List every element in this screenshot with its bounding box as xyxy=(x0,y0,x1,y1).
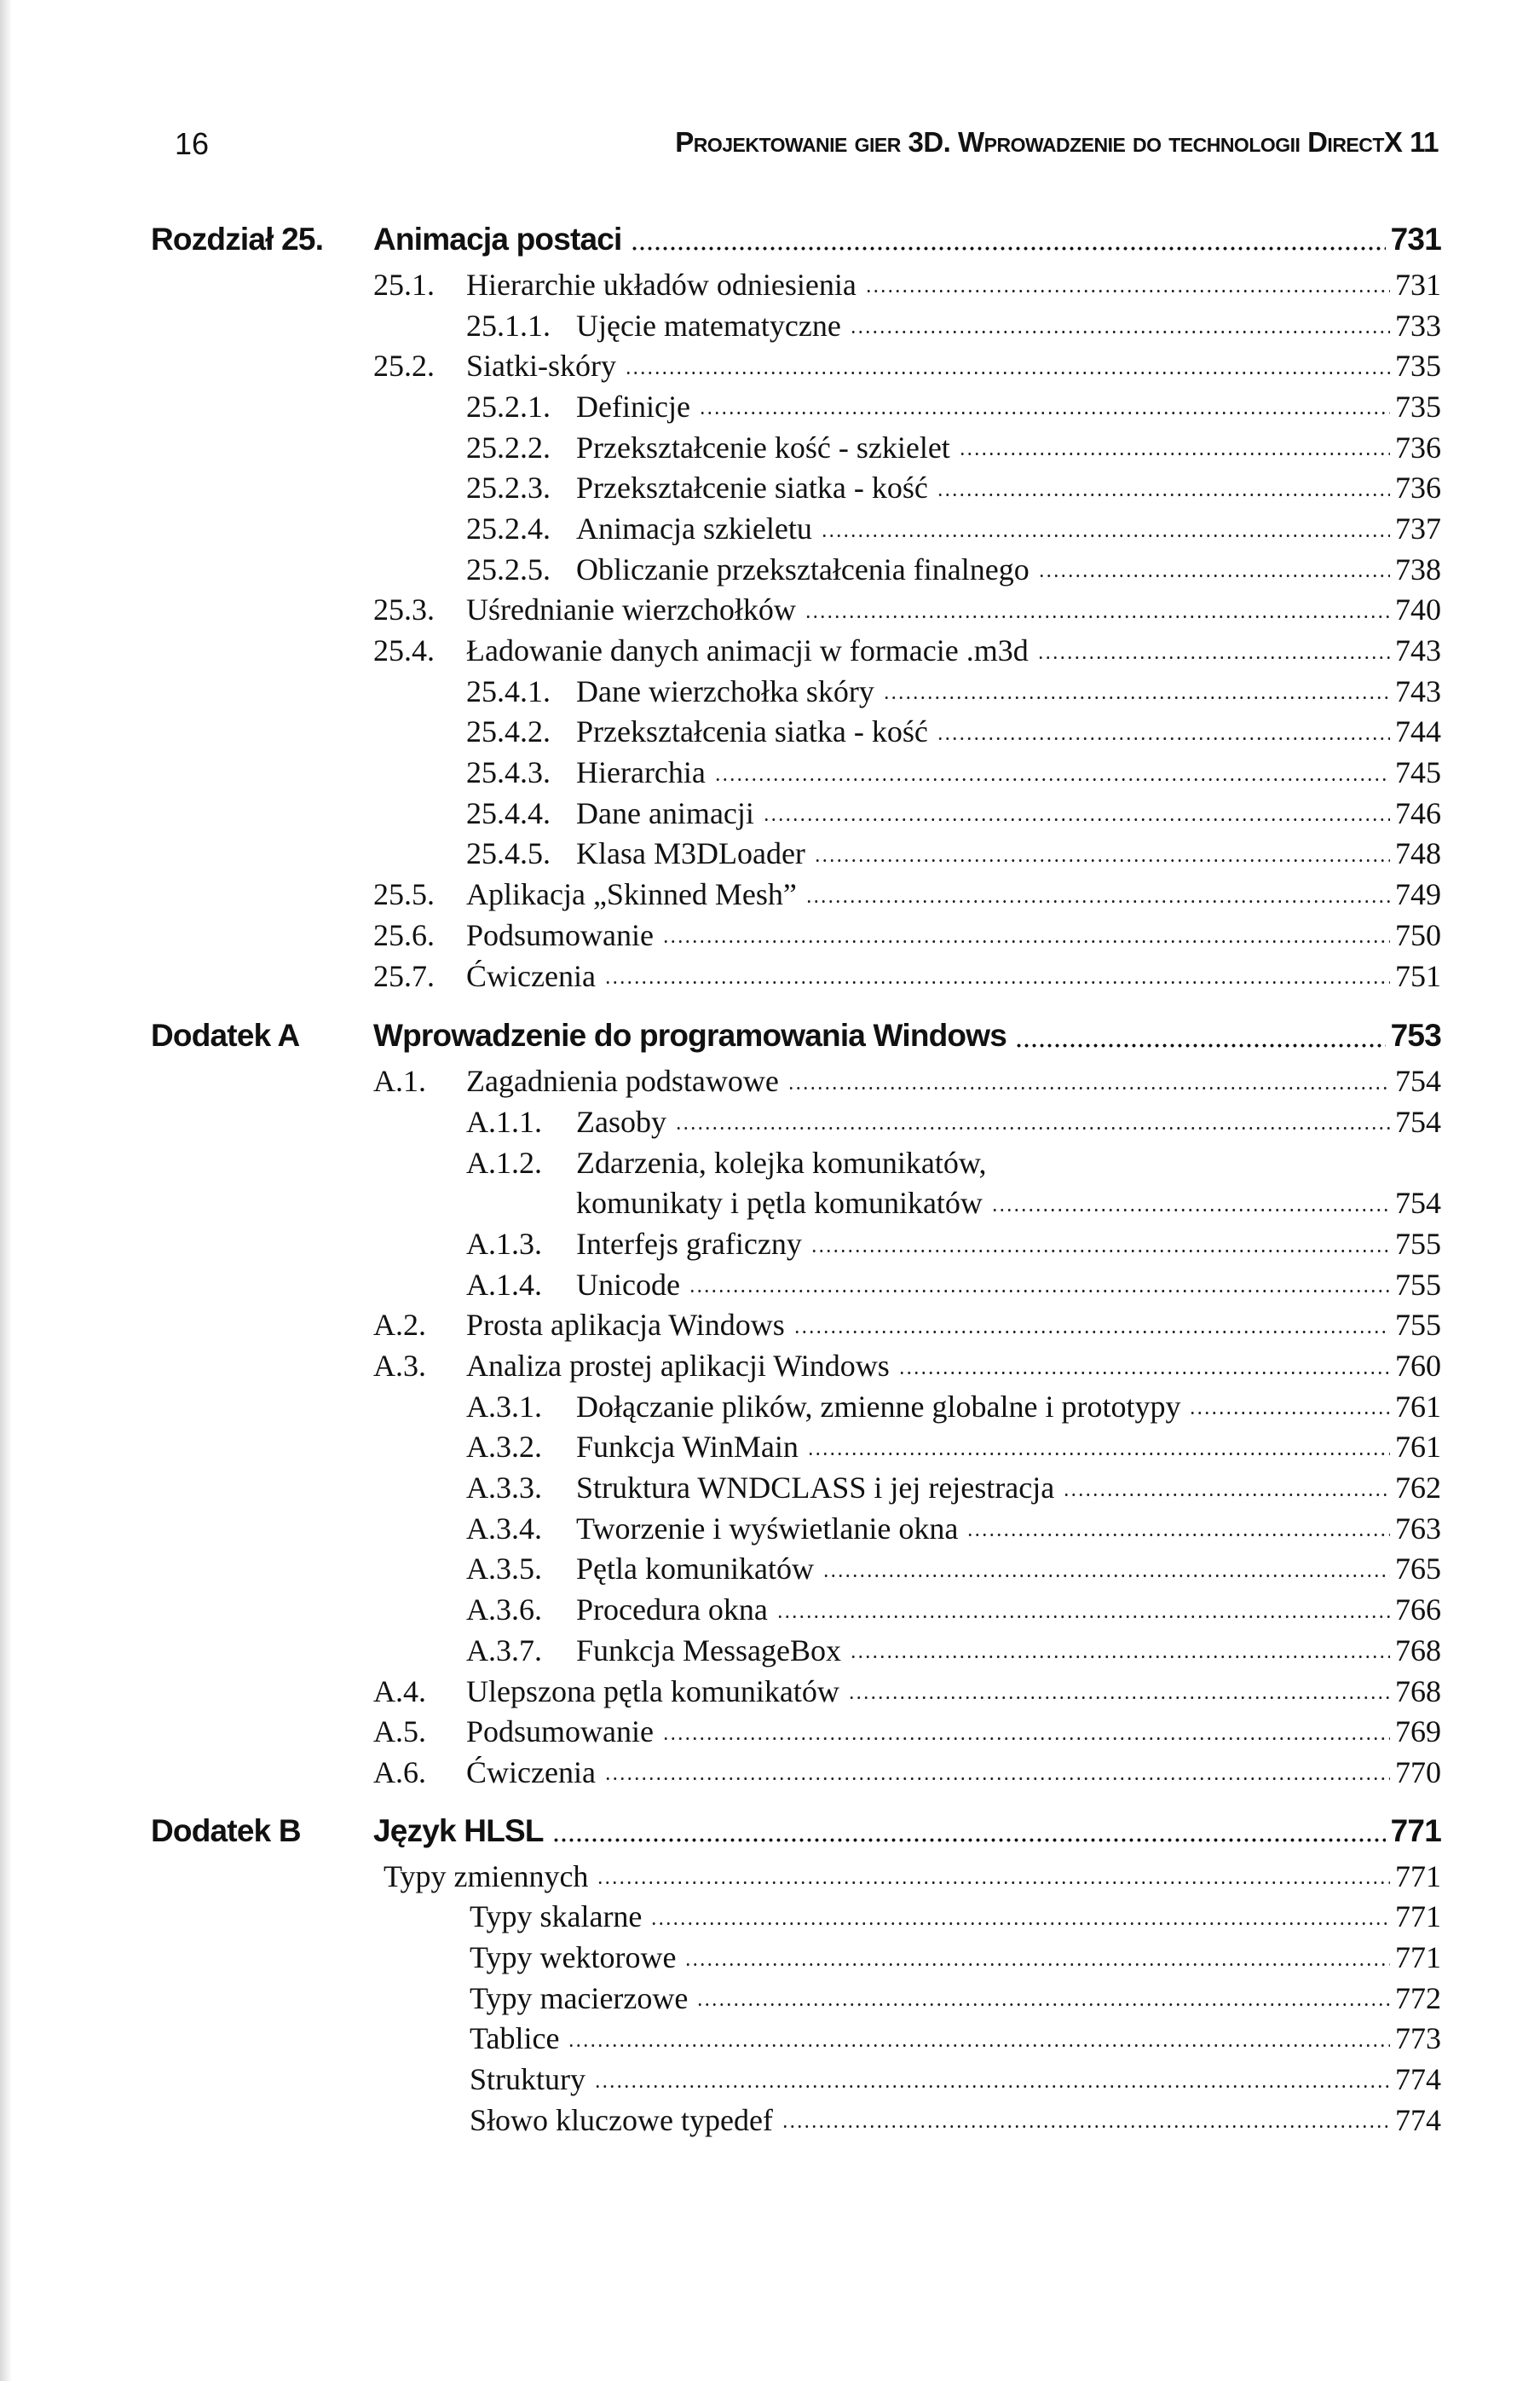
dot-leader xyxy=(865,264,1390,305)
entry-number: A.6. xyxy=(373,1754,426,1789)
entry-page: 735 xyxy=(1395,389,1441,424)
dot-leader xyxy=(1063,1467,1390,1508)
entry-number: 25.2.2. xyxy=(466,430,551,465)
dot-leader xyxy=(568,2019,1390,2060)
chapter-label: Dodatek B xyxy=(151,1812,301,1848)
entry-page: 749 xyxy=(1395,877,1441,912)
entry-page: 751 xyxy=(1395,958,1441,993)
entry-page: 744 xyxy=(1395,714,1441,749)
toc-entry xyxy=(151,1711,1441,1752)
chapter-title: Język HLSL xyxy=(373,1812,544,1848)
entry-number: 25.5. xyxy=(373,877,435,912)
entry-number: 25.4.2. xyxy=(466,714,551,749)
dot-leader xyxy=(675,1101,1390,1142)
entry-title: Podsumowanie xyxy=(466,917,654,952)
dot-leader xyxy=(805,874,1390,915)
entry-page: 771 xyxy=(1395,1858,1441,1893)
entry-page: 748 xyxy=(1395,836,1441,871)
entry-title: Dane wierzchołka skóry xyxy=(576,673,874,708)
entry-number: A.3.4. xyxy=(466,1511,542,1546)
entry-number: 25.2.5. xyxy=(466,552,551,587)
dot-leader xyxy=(814,834,1390,875)
toc-entry xyxy=(151,467,1441,508)
toc-entry xyxy=(151,427,1441,468)
entry-page: 771 xyxy=(1395,1939,1441,1974)
toc-entry xyxy=(151,712,1441,753)
entry-page: 774 xyxy=(1395,2102,1441,2137)
entry-number: A.3.1. xyxy=(466,1389,542,1424)
entry-number: 25.4.3. xyxy=(466,755,551,790)
entry-number: A.1.2. xyxy=(466,1145,542,1180)
entry-number: 25.2.1. xyxy=(466,389,551,424)
toc-entry xyxy=(151,1264,1441,1305)
toc-entry xyxy=(151,1630,1441,1671)
entry-page: 765 xyxy=(1395,1552,1441,1586)
entry-title: Typy macierzowe xyxy=(470,1980,689,2015)
entry-page: 773 xyxy=(1395,2021,1441,2056)
entry-title: Ujęcie matematyczne xyxy=(576,308,841,343)
dot-leader xyxy=(1038,549,1390,590)
toc-entry xyxy=(151,1589,1441,1630)
dot-leader xyxy=(689,1264,1390,1305)
dot-leader xyxy=(604,1752,1390,1793)
entry-number: A.1.3. xyxy=(466,1226,542,1261)
entry-number: A.3.2. xyxy=(466,1430,542,1465)
toc-entry xyxy=(151,2100,1441,2141)
chapter-page: 753 xyxy=(1390,1018,1441,1054)
entry-title: Prosta aplikacja Windows xyxy=(466,1308,785,1343)
entry-title: Typy skalarne xyxy=(470,1899,643,1934)
entry-number: 25.2.3. xyxy=(466,471,551,506)
entry-page: 735 xyxy=(1395,349,1441,384)
toc-entry xyxy=(151,752,1441,793)
entry-page: 731 xyxy=(1395,267,1441,302)
entry-number: 25.4.4. xyxy=(466,795,551,830)
dot-leader xyxy=(594,2059,1390,2100)
entry-page: 736 xyxy=(1395,471,1441,506)
entry-title: Przekształcenie kość - szkielet xyxy=(576,430,950,465)
entry-number: 25.1. xyxy=(373,267,435,302)
entry-page: 733 xyxy=(1395,308,1441,343)
chapter-page: 731 xyxy=(1390,222,1441,257)
dot-leader xyxy=(776,1589,1390,1630)
toc-entry xyxy=(151,630,1441,671)
toc-entry xyxy=(151,305,1441,346)
entry-page: 763 xyxy=(1395,1511,1441,1546)
entry-title: Typy zmiennych xyxy=(384,1858,589,1893)
dot-leader xyxy=(1015,1011,1386,1060)
dot-leader xyxy=(782,2100,1390,2141)
toc-entry xyxy=(151,386,1441,427)
entry-page: 750 xyxy=(1395,917,1441,952)
entry-number: 25.6. xyxy=(373,917,435,952)
toc-entry xyxy=(151,1856,1441,1897)
entry-page: 737 xyxy=(1395,511,1441,546)
entry-number: A.2. xyxy=(373,1308,426,1343)
toc-entry xyxy=(151,1060,1441,1101)
entry-page: 770 xyxy=(1395,1754,1441,1789)
entry-page: 755 xyxy=(1395,1308,1441,1343)
dot-leader xyxy=(822,1549,1390,1590)
entry-page: 769 xyxy=(1395,1714,1441,1749)
entry-title: Klasa M3DLoader xyxy=(576,836,805,871)
toc-entry xyxy=(151,915,1441,956)
entry-number: 25.4. xyxy=(373,633,435,668)
entry-number: 25.2. xyxy=(373,349,435,384)
chapter-heading xyxy=(151,1806,1441,1856)
entry-title: Procedura okna xyxy=(576,1592,768,1627)
entry-title: Struktura WNDCLASS i jej rejestracja xyxy=(576,1471,1055,1505)
chapter-heading xyxy=(151,1011,1441,1060)
table-of-contents xyxy=(151,215,1441,2141)
toc-entry xyxy=(151,1223,1441,1264)
entry-title: Funkcja WinMain xyxy=(576,1430,799,1465)
toc-entry xyxy=(151,1142,1441,1183)
entry-title: Tablice xyxy=(470,2021,560,2056)
chapter-page: 771 xyxy=(1390,1812,1441,1848)
toc-entry xyxy=(151,1937,1441,1978)
toc-entry xyxy=(151,1978,1441,2019)
dot-leader xyxy=(662,1711,1390,1752)
chapter-label: Dodatek A xyxy=(151,1018,300,1054)
toc-entry xyxy=(151,1896,1441,1937)
entry-page: 754 xyxy=(1395,1104,1441,1139)
entry-page: 745 xyxy=(1395,755,1441,790)
entry-number: A.1.1. xyxy=(466,1104,542,1139)
toc-entry xyxy=(151,1182,1441,1223)
toc-entry xyxy=(151,1101,1441,1142)
page-edge-shadow xyxy=(0,0,12,2381)
entry-number: A.3.6. xyxy=(466,1592,542,1627)
toc-entry xyxy=(151,1386,1441,1427)
chapter-title: Wprowadzenie do programowania Windows xyxy=(373,1018,1006,1054)
entry-title: Uśrednianie wierzchołków xyxy=(466,592,796,627)
dot-leader xyxy=(807,1427,1390,1468)
entry-title: Hierarchie układów odniesienia xyxy=(466,267,857,302)
entry-title: Ulepszona pętla komunikatów xyxy=(466,1673,839,1708)
entry-title: Typy wektorowe xyxy=(470,1939,677,1974)
toc-entry xyxy=(151,1671,1441,1712)
entry-page: 736 xyxy=(1395,430,1441,465)
entry-number: 25.4.1. xyxy=(466,673,551,708)
entry-number: A.3.7. xyxy=(466,1633,542,1667)
entry-title: Aplikacja „Skinned Mesh” xyxy=(466,877,797,912)
toc-entry xyxy=(151,1549,1441,1590)
entry-title: Obliczanie przekształcenia finalnego xyxy=(576,552,1030,587)
toc-entry xyxy=(151,1305,1441,1346)
running-header xyxy=(175,126,1439,169)
dot-leader xyxy=(787,1060,1390,1101)
toc-entry xyxy=(151,1508,1441,1549)
dot-leader xyxy=(696,1978,1390,2019)
entry-title: Dane animacji xyxy=(576,795,754,830)
dot-leader xyxy=(552,1806,1386,1856)
entry-title: Ładowanie danych animacji w formacie .m3d xyxy=(466,633,1029,668)
entry-title: Analiza prostej aplikacji Windows xyxy=(466,1349,890,1384)
entry-title: Ćwiczenia xyxy=(466,1754,596,1789)
dot-leader xyxy=(793,1305,1390,1346)
entry-page: 761 xyxy=(1395,1389,1441,1424)
toc-entry xyxy=(151,793,1441,834)
entry-page: 743 xyxy=(1395,633,1441,668)
toc-entry xyxy=(151,2019,1441,2060)
entry-title: Hierarchia xyxy=(576,755,706,790)
page-number: 16 xyxy=(175,126,210,161)
entry-title: Pętla komunikatów xyxy=(576,1552,814,1586)
entry-page: 743 xyxy=(1395,673,1441,708)
toc-entry xyxy=(151,956,1441,997)
toc-entry xyxy=(151,874,1441,915)
entry-page: 771 xyxy=(1395,1899,1441,1934)
entry-page: 766 xyxy=(1395,1592,1441,1627)
dot-leader xyxy=(991,1182,1390,1223)
toc-entry xyxy=(151,834,1441,875)
entry-number: A.3.5. xyxy=(466,1552,542,1586)
entry-page: 760 xyxy=(1395,1349,1441,1384)
entry-title: Interfejs graficzny xyxy=(576,1226,802,1261)
entry-page: 740 xyxy=(1395,592,1441,627)
entry-page: 738 xyxy=(1395,552,1441,587)
dot-leader xyxy=(898,1345,1390,1386)
entry-title: Struktury xyxy=(470,2062,586,2097)
entry-number: 25.4.5. xyxy=(466,836,551,871)
dot-leader xyxy=(714,752,1390,793)
chapter-heading xyxy=(151,215,1441,264)
entry-title: komunikaty i pętla komunikatów xyxy=(576,1186,983,1221)
entry-title: Unicode xyxy=(576,1267,680,1302)
entry-number: 25.1.1. xyxy=(466,308,551,343)
entry-number: A.5. xyxy=(373,1714,426,1749)
dot-leader xyxy=(597,1856,1390,1897)
entry-title: Przekształcenia siatka - kość xyxy=(576,714,928,749)
toc-entry xyxy=(151,590,1441,631)
entry-page: 755 xyxy=(1395,1267,1441,1302)
dot-leader xyxy=(966,1508,1390,1549)
dot-leader xyxy=(937,712,1390,753)
toc-entry xyxy=(151,2059,1441,2100)
dot-leader xyxy=(850,305,1390,346)
entry-page: 774 xyxy=(1395,2062,1441,2097)
entry-number: A.3. xyxy=(373,1349,426,1384)
toc-entry xyxy=(151,549,1441,590)
toc-entry xyxy=(151,1467,1441,1508)
dot-leader xyxy=(937,467,1390,508)
dot-leader xyxy=(805,590,1390,631)
entry-title: Przekształcenie siatka - kość xyxy=(576,471,928,506)
entry-number: 25.7. xyxy=(373,958,435,993)
entry-number: A.1.4. xyxy=(466,1267,542,1302)
entry-title: Ćwiczenia xyxy=(466,958,596,993)
dot-leader xyxy=(699,386,1390,427)
dot-leader xyxy=(1189,1386,1390,1427)
entry-number: 25.3. xyxy=(373,592,435,627)
entry-page: 768 xyxy=(1395,1673,1441,1708)
entry-title: Tworzenie i wyświetlanie okna xyxy=(576,1511,959,1546)
entry-page: 761 xyxy=(1395,1430,1441,1465)
dot-leader xyxy=(604,956,1390,997)
dot-leader xyxy=(850,1630,1390,1671)
entry-title: Animacja szkieletu xyxy=(576,511,812,546)
dot-leader xyxy=(1037,630,1390,671)
dot-leader xyxy=(650,1896,1390,1937)
entry-page: 755 xyxy=(1395,1226,1441,1261)
dot-leader xyxy=(848,1671,1390,1712)
toc-entry xyxy=(151,1752,1441,1793)
entry-title: Zasoby xyxy=(576,1104,666,1139)
entry-number: A.3.3. xyxy=(466,1471,542,1505)
entry-page: 754 xyxy=(1395,1064,1441,1099)
entry-number: A.1. xyxy=(373,1064,426,1099)
entry-title: Zagadnienia podstawowe xyxy=(466,1064,779,1099)
chapter-label: Rozdział 25. xyxy=(151,222,324,257)
entry-number: A.4. xyxy=(373,1673,426,1708)
entry-title: Funkcja MessageBox xyxy=(576,1633,841,1667)
entry-title: Zdarzenia, kolejka komunikatów, xyxy=(576,1145,987,1180)
entry-page: 768 xyxy=(1395,1633,1441,1667)
dot-leader xyxy=(662,915,1390,956)
entry-title: Dołączanie plików, zmienne globalne i prototypy xyxy=(576,1389,1181,1424)
chapter-title: Animacja postaci xyxy=(373,222,622,257)
entry-title: Siatki-skóry xyxy=(466,349,616,384)
toc-entry xyxy=(151,1427,1441,1468)
book-title: Projektowanie gier 3D. Wprowadzenie do technologii DirectX 11 xyxy=(675,126,1439,158)
toc-entry xyxy=(151,671,1441,712)
entry-page: 754 xyxy=(1395,1186,1441,1221)
entry-page: 762 xyxy=(1395,1471,1441,1505)
entry-title: Podsumowanie xyxy=(466,1714,654,1749)
entry-page: 746 xyxy=(1395,795,1441,830)
dot-leader xyxy=(684,1937,1390,1978)
dot-leader xyxy=(810,1223,1390,1264)
toc-entry xyxy=(151,508,1441,549)
toc-entry xyxy=(151,345,1441,386)
entry-number: 25.2.4. xyxy=(466,511,551,546)
dot-leader xyxy=(821,508,1390,549)
toc-entry xyxy=(151,264,1441,305)
toc-entry xyxy=(151,1345,1441,1386)
entry-title: Słowo kluczowe typedef xyxy=(470,2102,773,2137)
entry-title: Definicje xyxy=(576,389,690,424)
dot-leader xyxy=(763,793,1390,834)
dot-leader xyxy=(625,345,1390,386)
dot-leader xyxy=(631,215,1386,264)
dot-leader xyxy=(883,671,1390,712)
dot-leader xyxy=(959,427,1390,468)
entry-page: 772 xyxy=(1395,1980,1441,2015)
